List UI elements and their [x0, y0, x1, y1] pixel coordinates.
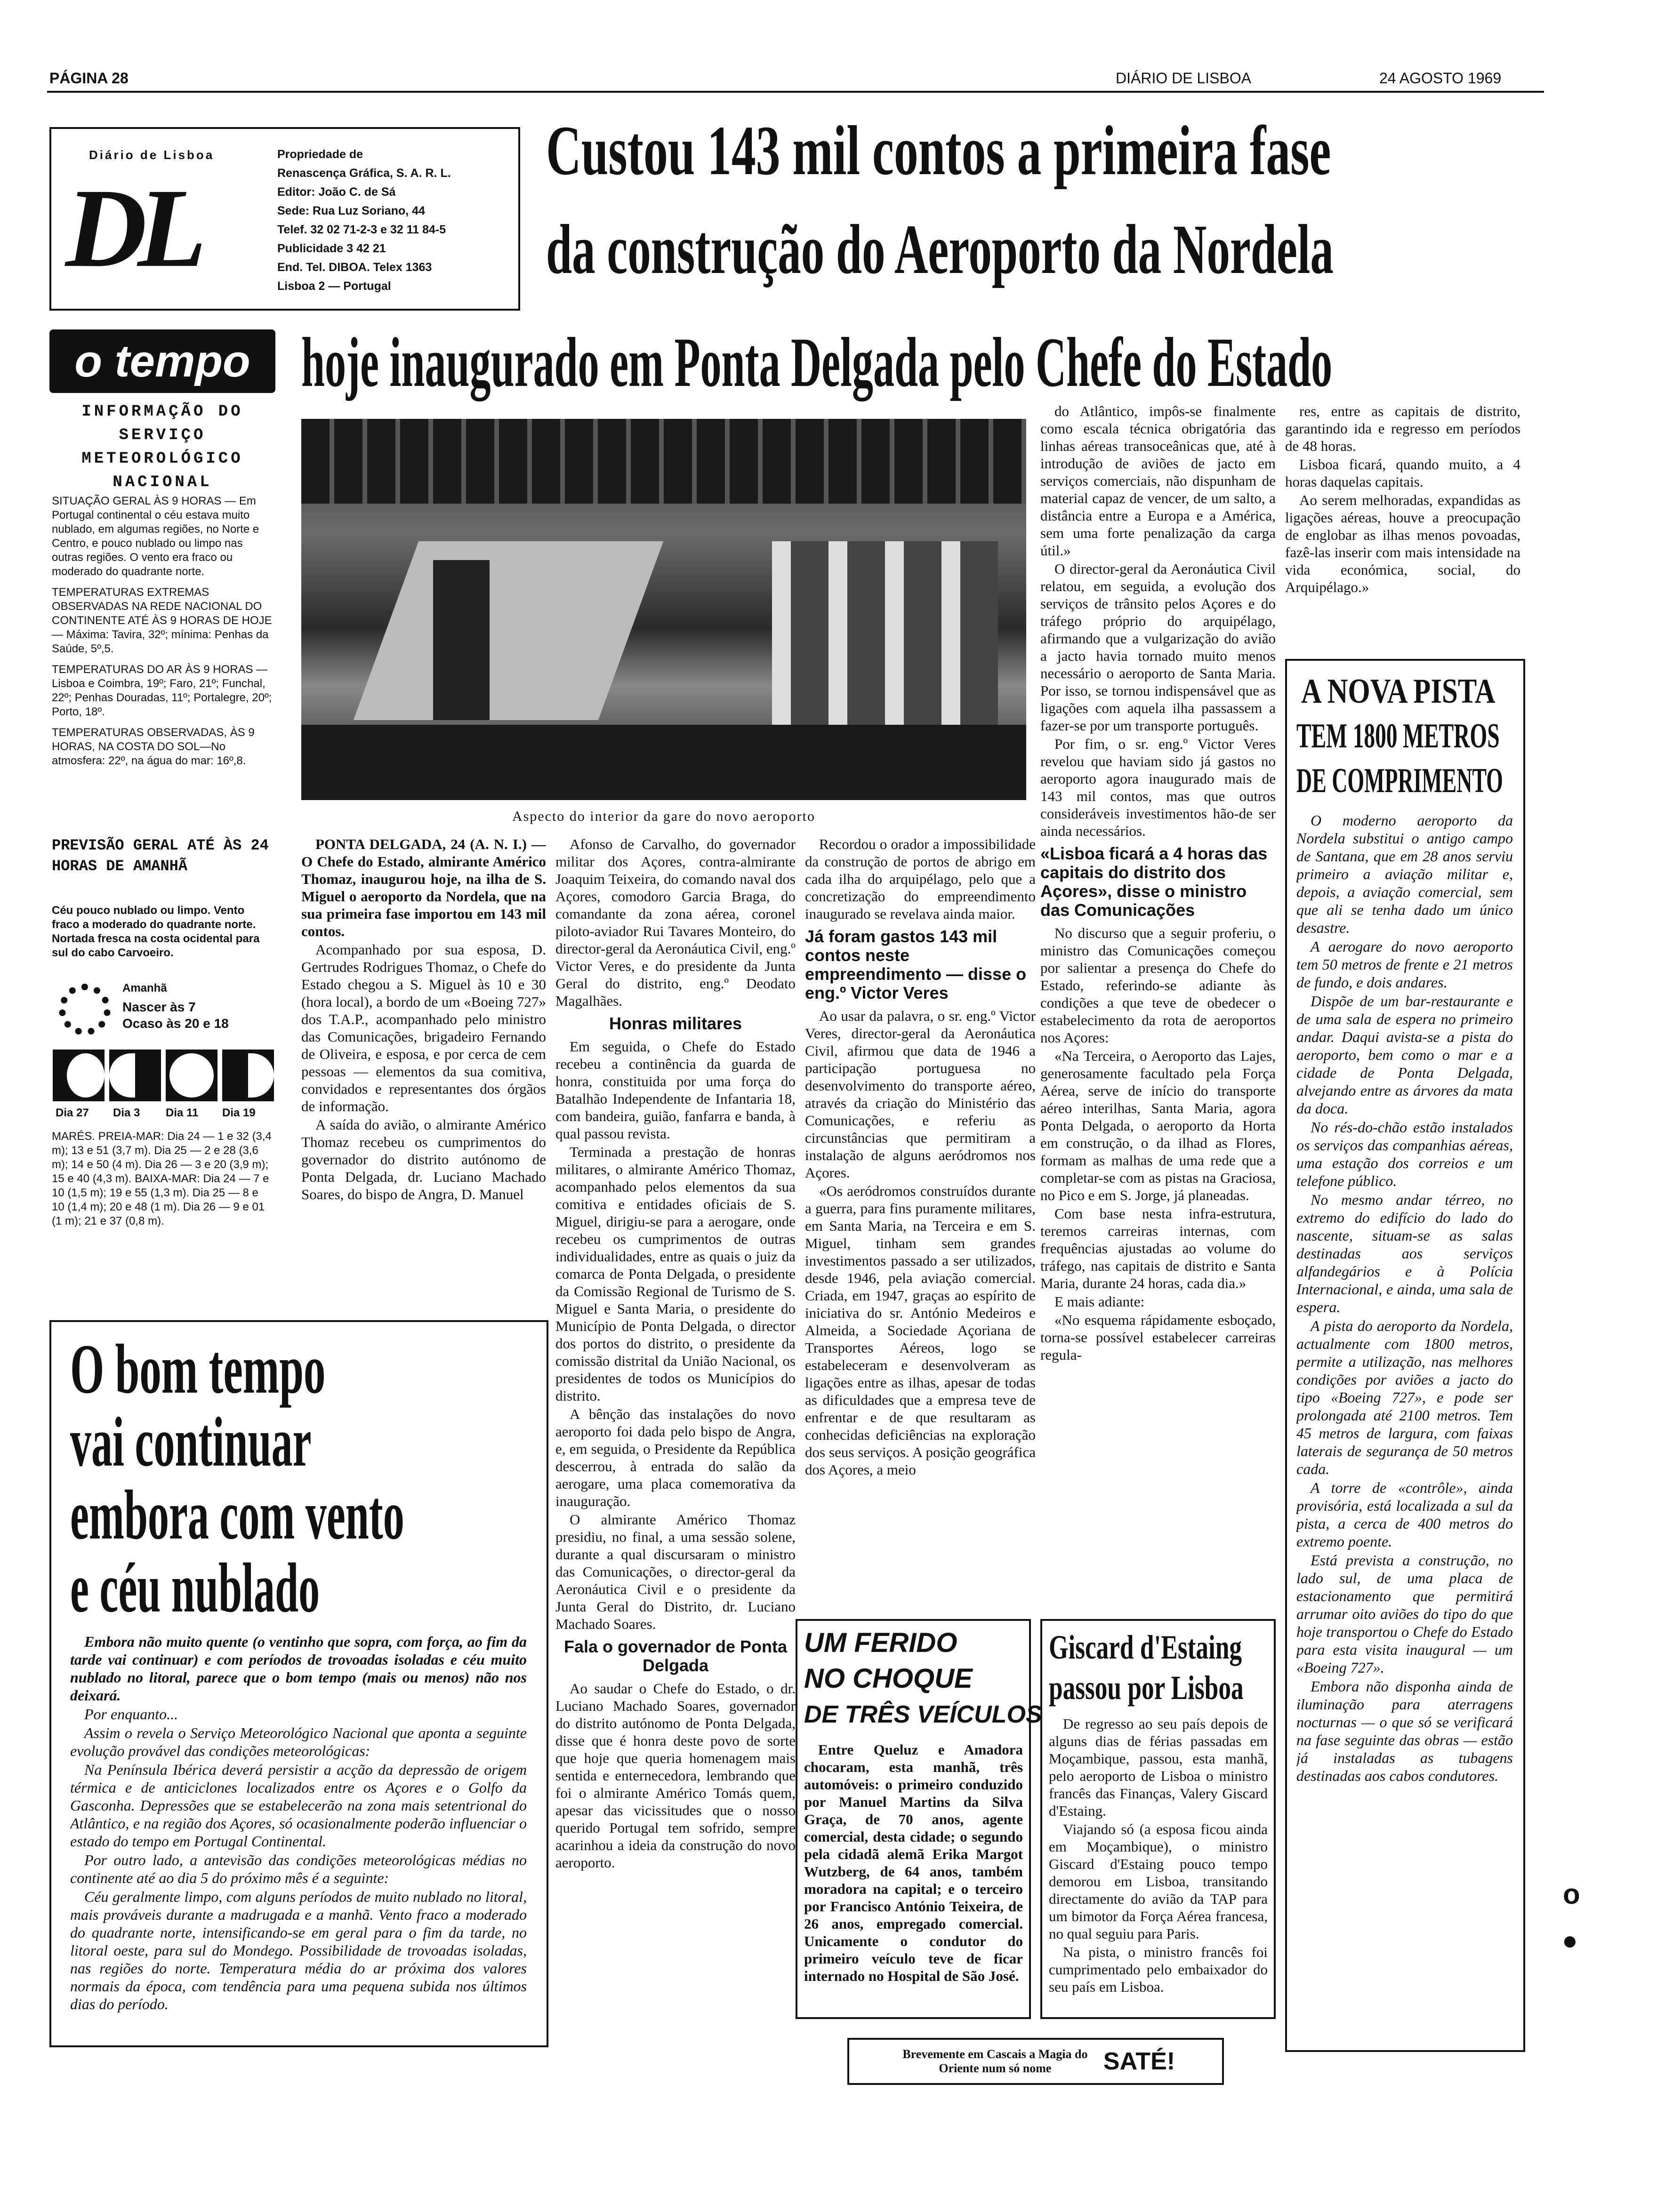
article-paragraph: Ao saudar o Chefe do Estado, o dr. Luciano Machado Soares, governador do distrito autónomo de Ponta Delgada, disse que é honra deste povo de sorte que hoje que queria homenagem mais sentida e enternecedora, lembrando que foi o almirante Américo Tomás quem, apesar das vicissitudes que o nosso querido Portugal tem sofrido, sempre acarinhou a ideia da construção do novo aeroporto.: [555, 1680, 796, 1871]
article-col-4: [1040, 402, 1276, 1664]
bom-tempo-box: [49, 1320, 548, 2047]
imprint-line: Publicidade 3 42 21: [277, 242, 386, 255]
pista-paragraph: A torre de «contrôle», ainda provisória, está localizada a sul da pista, a cerca de 400 metros do extremo poente.: [1296, 1479, 1513, 1550]
article-paragraph: Terminada a prestação de honras militares, o almirante Américo Thomaz, acompanhado pelos elementos da sua comitiva e entidades oficiais de S. Miguel, dirigiu-se para a aerogare, onde recebeu os cumprimentos de outras individualidades, entre as quais o juiz da comarca de Ponta Delgada, o presidente da Comissão Regional de Turismo de S. Miguel e Santa Maria, o presidente do Município de Ponta Delgada, o director dos portos do distrito, o presidente da comissão distrital da União Nacional, os presidentes de todos os Municípios do distrito.: [555, 1144, 796, 1404]
moon-date: Dia 19: [222, 1106, 256, 1119]
article-paragraph: O almirante Américo Thomaz presidiu, no final, a uma sessão solene, durante a qual discursaram o ministro das Comunicações, o director-geral da Aeronáutica Civil e o presidente da Junta Geral do Distrito, dr. Luciano Machado Soares.: [555, 1511, 796, 1632]
article-paragraph: Acompanhado por sua esposa, D. Gertrudes Rodrigues Thomaz, o Chefe do Estado chegou a S. Miguel às 10 e 30 (hora local), a bordo de um «Boeing 727» dos T.A.P., acompanhado pelo ministro das Comunicações, brigadeiro Fernando de Oliveira, e esposa, e por cerca de cem pessoas — elementos da sua comitiva, convidados e representantes dos órgãos de informação.: [301, 941, 546, 1114]
pista-headline-3: DE COMPRIMENTO: [1296, 761, 1503, 800]
bom-tempo-paragraph: Na Península Ibérica deverá persistir a acção da depressão de origem térmica e de anticiclones localizados entre os Açores e o Golfo da Gasconha. Depressões que se estabelecerão na zona mais setentrional do Atlântico, e na região dos Açores, só ocasionalmente poderão influenciar o estado do tempo em Portugal Continental.: [70, 1761, 527, 1850]
sate-ad-brand: SATÉ!: [1103, 2048, 1175, 2075]
giscard-paragraph: Na pista, o ministro francês foi cumprimentado pelo embaixador do seu país em Lisboa.: [1049, 1944, 1268, 1995]
article-paragraph: «Os aeródromos construídos durante a guerra, para fins puramente militares, em Santa Maria, na Terceira e em S. Miguel, tinham sem grandes investimentos passado a ser utilizados, desde 1946, pela aviação comercial. Criada, em 1947, graças ao espírito de iniciativa do sr. António Medeiros e Almeida, a Sociedade Açoriana de Transportes Aéreos, logo se estabeleceram e desenvolveram as ligações entre as ilhas, apesar de todas as dificuldades que a empresa teve de enfrentar e de que resultaram as conhecidas deficiências na exploração dos seus serviços. A posição geográfica dos Açores, a meio: [805, 1183, 1036, 1478]
moon-date: Dia 27: [56, 1106, 89, 1119]
page-number: PÁGINA 28: [49, 70, 129, 87]
sate-ad: [847, 2038, 1224, 2085]
moon-date: Dia 3: [113, 1106, 140, 1119]
pista-paragraph: A pista do aeroporto da Nordela, actualmente com 1800 metros, permite a utilização, nas melhores condições por aviões a jacto do tipo «Boeing 727», e pode ser prolongada até 2100 metros. Tem 45 metros de largura, com faixas laterais de segurança de 50 metros cada.: [1296, 1317, 1513, 1477]
ferido-headline-3: DE TRÊS VEÍCULOS: [804, 1701, 1042, 1728]
article-col-2: [555, 835, 796, 2021]
article-paragraph: Ao serem melhoradas, expandidas as ligações aéreas, houve a preocupação de englobar as ilhas menos povoadas, fazê-las inserir com mais intensidade na vida económica, social, do Arquipélago.»: [1285, 492, 1520, 595]
article-paragraph: Recordou o orador a impossibilidade da construção de portos de abrigo em cada ilha do arquipélago, pelo que a concretização do empreendimento inaugurado se revelava ainda maior.: [805, 836, 1036, 922]
bom-tempo-text: [70, 1633, 527, 2037]
imprint-line: End. Tel. DIBOA. Telex 1363: [277, 261, 432, 274]
nascer: Nascer às 7: [122, 1000, 196, 1014]
moon-phase-icon: [53, 1050, 105, 1101]
masthead-rule: [47, 91, 1544, 93]
subhead-governador: Fala o governador de Ponta Delgada: [563, 1637, 788, 1675]
pista-headline-2: TEM 1800 METROS: [1296, 717, 1500, 755]
margin-mark: ●: [1562, 1925, 1578, 1955]
article-col-5: [1285, 402, 1520, 647]
issue-date: 24 AGOSTO 1969: [1379, 70, 1502, 87]
photo-caption: Aspecto do interior da gare do novo aeroporto: [512, 809, 815, 824]
previsao-text: Céu pouco nublado ou limpo. Vento fraco a moderado do quadrante norte. Nortada fresca na costa ocidental para sul do cabo Carvoeiro.: [52, 904, 260, 959]
article-paragraph: A bênção das instalações do novo aeroporto foi dada pelo bispo de Angra, e, em seguida, o Presidente da República descerrou, à entrada do salão da aerogare, uma placa comemorativa da inauguração.: [555, 1406, 796, 1509]
tempo-logo: [49, 329, 275, 393]
article-paragraph: «Na Terceira, o Aeroporto das Lajes, generosamente facultado pela Força Aérea, serve de início do transporte aéreo interilhas, Santa Maria, agora Ponta Delgada, o aeroporto da Horta em construção, o da ilhad as Flores, formam as malhas de uma rede que a completar-se com as pistas na Graciosa, no Pico e em S. Jorge, já planeadas.: [1040, 1048, 1276, 1203]
headline-line-3: hoje inaugurado em Ponta Delgada pelo Chefe do Estado: [301, 323, 1333, 401]
paper-name: DIÁRIO DE LISBOA: [1116, 70, 1252, 87]
article-paragraph: do Atlântico, impôs-se finalmente como escala técnica obrigatória das linhas aéreas transoceânicas que, até à introdução de aviões de jacto em serviços comerciais, não dispunham de material capaz de vencer, de um salto, a distância entre a Europa e a América, sem uma forte penalização da carga útil.»: [1040, 403, 1276, 559]
pista-paragraph: Embora não disponha ainda de iluminação para aterragens nocturnas — o que só se verificará na fase seguinte das obras — estão já instaladas as tubagens destinadas aos cabos condutores.: [1296, 1678, 1513, 1784]
subhead-gastos: Já foram gastos 143 mil contos neste empreendimento — disse o eng.º Victor Veres: [805, 927, 1027, 1002]
imprint-line: Editor: João C. de Sá: [277, 185, 396, 199]
sate-ad-text: Brevemente em Cascais a Magia do Oriente num só nome: [902, 2047, 1088, 2075]
pista-headline-1: A NOVA PISTA: [1301, 672, 1496, 711]
article-paragraph: E mais adiante:: [1054, 1293, 1145, 1310]
article-paragraph: Ao usar da palavra, o sr. eng.º Victor Veres, director-geral da Aeronáutica Civil, afirmou que data de 1946 a participação portuguesa no desenvolvimento do transporte aéreo, através da criação do Ministério das Comunicações, e referiu as circunstâncias que permitiram a instalação de alguns aeródromos nos Açores.: [805, 1008, 1036, 1181]
weather-block: [52, 494, 273, 768]
moon-phase-icon: [222, 1050, 274, 1101]
giscard-box: [1040, 1619, 1276, 2019]
bom-tempo-headline-4: e céu nublado: [70, 1549, 320, 1627]
pista-paragraph: A aerogare do novo aeroporto tem 50 metros de frente e 21 metros de fundo, e dois andares.: [1296, 938, 1513, 991]
bom-tempo-paragraph: Assim o revela o Serviço Meteorológico Nacional que aponta a seguinte evolução provável das condições meteorológicas:: [70, 1724, 527, 1759]
bom-tempo-headline-3: embora com vento: [70, 1476, 404, 1554]
bom-tempo-paragraph: Céu geralmente limpo, com alguns períodos de muito nublado no litoral, mais prováveis durante a madrugada e a manhã. Vento fraco a moderado do quadrante norte, intensificando-se em geral para o fim da tarde, no litoral oeste, para sul do Mondego. Possibilidade de trovoadas isoladas, nas regiões do norte. Temperatura média do ar próxima dos valores normais da época, com tendência para uma pequena subida nos últimos dias do período.: [70, 1888, 527, 2012]
pista-paragraph: O moderno aeroporto da Nordela substitui o antigo campo de Santana, que em 28 anos serviu primeiro a aviação militar e, depois, a aviação comercial, sem que ali se tenha dado um único desastre.: [1296, 812, 1513, 936]
giscard-headline-1: Giscard d'Estaing: [1049, 1628, 1242, 1666]
pista-paragraph: No mesmo andar térreo, no extremo do edifício do lado do nascente, situam-se as salas destinadas aos serviços alfandegários e à Polícia Internacional, e ainda, uma sala de espera.: [1296, 1191, 1513, 1315]
weather-situacao: SITUAÇÃO GERAL ÀS 9 HORAS — Em Portugal continental o céu estava muito nublado, em algumas regiões, no Norte e Centro, e pouco nublado ou limpo nas outras regiões. O vento era fraco ou moderado do quadrante norte.: [52, 495, 259, 578]
imprint-box: [49, 127, 520, 311]
article-col-3: [805, 835, 1036, 1683]
article-col-1: [301, 835, 546, 1315]
mares-text: MARÉS. PREIA-MAR: Dia 24 — 1 e 32 (3,4 m); 13 e 51 (3,7 m). Dia 25 — 2 e 28 (3,6 m); 14 e 50 (4 m). Dia 26 — 3 e 20 (3,9 m); 15 e 40 (4,3 m). BAIXA-MAR: Dia 24 — 7 e 10 (1,5 m); 19 e 55 (1,3 m). Dia 25 — 8 e 10 (1,4 m); 20 e 48 (1 m). Dia 26 — 9 e 01 (1 m); 21 e 37 (0,8 m).: [52, 1130, 272, 1227]
pista-box: [1285, 659, 1525, 2052]
bom-tempo-headline-1: O bom tempo: [70, 1330, 326, 1408]
imprint-lines: [277, 145, 517, 296]
giscard-paragraph: Viajando só (a esposa ficou ainda em Moçambique), o ministro Giscard d'Estaing pouco tempo demorou em Lisboa, transitando directamente do avião da TAP para um bimotor da Força Aérea francesa, no qual seguiu para Paris.: [1049, 1821, 1268, 1942]
moon-phase-icon: [109, 1050, 161, 1101]
headline-line-1: Custou 143 mil contos a primeira fase: [546, 112, 1331, 190]
imprint-label: Diário de Lisboa: [89, 148, 215, 162]
subhead-lisboa: «Lisboa ficará a 4 horas das capitais do distrito dos Açores», disse o ministro das Comunicações: [1040, 844, 1268, 920]
margin-mark: o: [1563, 1878, 1580, 1910]
bom-tempo-headline-2: vai continuar: [70, 1403, 312, 1481]
dl-logo: DL: [65, 165, 197, 290]
amanha-label: Amanhã: [122, 982, 167, 994]
article-paragraph: Por fim, o sr. eng.º Victor Veres revelou que haviam sido já gastos no aeroporto agora inaugurado mais de 143 mil contos, mas que outros consideráveis investimentos hão-de ser ainda necessários.: [1040, 736, 1276, 839]
imprint-line: Sede: Rua Luz Soriano, 44: [277, 204, 425, 217]
bom-tempo-paragraph: Por outro lado, a antevisão das condições meteorológicas médias no continente até ao dia 5 do próximo mês é a seguinte:: [70, 1851, 527, 1886]
article-paragraph: Lisboa ficará, quando muito, a 4 horas daquelas capitais.: [1285, 456, 1520, 490]
weather-costa: TEMPERATURAS OBSERVADAS, ÀS 9 HORAS, NA COSTA DO SOL—No atmosfera: 22º, na água do mar: 16º,8.: [52, 726, 255, 767]
pista-paragraph: Está prevista a construção, no lado sul, de uma placa de estacionamento que permitirá arrumar oito aviões do tipo do que hoje transportou o Chefe do Estado para esta visita inaugural — um «Boeing 727».: [1296, 1552, 1513, 1676]
article-paragraph: No discurso que a seguir proferiu, o ministro das Comunicações começou por salientar a presença do Chefe do Estado, referindo-se adiante às condições a que teve de obedecer o estabelecimento da rota de aeroportos nos Açores:: [1040, 925, 1276, 1046]
article-paragraph: Com base nesta infra-estrutura, teremos carreiras internas, com frequências ajustadas ao volume do tráfego, nas capitais de distrito e Santa Maria, durante 24 horas, cada dia.»: [1040, 1205, 1276, 1291]
article-paragraph: res, entre as capitais de distrito, garantindo ida e regresso em períodos de 48 horas.: [1285, 403, 1520, 454]
bom-tempo-lead: Embora não muito quente (o ventinho que sopra, com força, ao fim da tarde vai continuar) e com períodos de trovoadas isoladas e céu muito nublado no litoral, parece que o bom tempo (mais ou menos) não nos deixará.: [70, 1633, 527, 1704]
headline-line-2: da construção do Aeroporto da Nordela: [546, 210, 1334, 289]
ferido-box: [796, 1619, 1042, 2019]
previsao-title: PREVISÃO GERAL ATÉ ÀS 24 HORAS DE AMANHÃ: [52, 837, 269, 875]
subhead-honras: Honras militares: [609, 1014, 742, 1033]
moon-date: Dia 11: [166, 1106, 199, 1119]
ferido-text: [804, 1741, 1023, 2014]
giscard-paragraph: De regresso ao seu país depois de alguns dias de férias passadas em Moçambique, passou, esta manhã, pelo aeroporto de Lisboa o ministro francês das Finanças, Valery Giscard d'Estaing.: [1049, 1715, 1268, 1819]
ferido-paragraph: Entre Queluz e Amadora chocaram, esta manhã, três automóveis: o primeiro conduzido por Manuel Martins da Silva Graça, de 70 anos, agente comercial, desta cidade; o segundo pela cidadã alemã Erika Margot Wutzberg, de 64 anos, também moradora na capital; e o terceiro por Francisco António Teixeira, de 26 anos, empregado comercial. Unicamente o condutor do primeiro veículo teve de ficar internado no Hospital de São José.: [804, 1741, 1023, 1984]
article-paragraph: Afonso de Carvalho, do governador militar dos Açores, contra-almirante Joaquim Teixeira, do comando naval dos Açores, comodoro Garcia Braga, do comandante da zona aérea, coronel piloto-aviador Rui Tavares Monteiro, do director-geral da Aeronáutica Civil, eng.º Victor Veres, e do presidente da Junta Geral do distrito, eng.º Deodato Magalhães.: [555, 836, 796, 1009]
giscard-headline-2: passou por Lisboa: [1049, 1669, 1244, 1707]
article-paragraph: Em seguida, o Chefe do Estado recebeu a continência da guarda de honra, constituida por uma força do Batalhão Independente de Infantaria 18, com bandeira, guião, fanfarra e banda, à qual passou revista.: [555, 1038, 796, 1142]
article-paragraph: A saída do avião, o almirante Américo Thomaz recebeu os cumprimentos do governador do distrito autónomo de Ponta Delgada, dr. Luciano Machado Soares, do bispo de Angra, D. Manuel: [301, 1116, 546, 1202]
weather-service-title: INFORMAÇÃO DO SERVIÇO METEOROLÓGICO NACIONAL: [81, 403, 243, 491]
weather-ar: TEMPERATURAS DO AR ÀS 9 HORAS — Lisboa e Coimbra, 19º; Faro, 21º; Funchal, 22º; Penhas Douradas, 11º; Portalegre, 20º; Porto, 18º.: [52, 663, 272, 718]
weather-extremas: TEMPERATURAS EXTREMAS OBSERVADAS NA REDE NACIONAL DO CONTINENTE ATÉ ÀS 9 HORAS DE HOJE — Máxima: Tavira, 32º; mínima: Penhas da Saúde, 5º,5.: [52, 586, 272, 655]
airport-photo: [301, 419, 1026, 800]
ocaso: Ocaso às 20 e 18: [122, 1016, 229, 1031]
imprint-line: Lisboa 2 — Portugal: [277, 280, 391, 293]
sun-icon: [59, 984, 111, 1035]
article-paragraph: PONTA DELGADA, 24 (A. N. I.) — O Chefe do Estado, almirante Américo Thomaz, inaugurou hoje, na ilha de S. Miguel o aeroporto da Nordela, que na sua primeira fase importou em 143 mil contos.: [301, 836, 546, 939]
pista-text: [1296, 811, 1513, 2040]
imprint-line: Propriedade de: [277, 148, 363, 161]
imprint-line: Telef. 32 02 71-2-3 e 32 11 84-5: [277, 223, 446, 236]
giscard-text: [1049, 1715, 1268, 2012]
pista-paragraph: Dispõe de um bar-restaurante e de uma sala de espera no primeiro andar. Daqui avista-se a pista do aeroporto, bem como o mar e a cidade de Ponta Delgada, alvejando entre as árvores da mata da doca.: [1296, 993, 1513, 1117]
article-paragraph: O director-geral da Aeronáutica Civil relatou, em seguida, a evolução dos serviços de trânsito pelos Açores e do tráfego próprio do arquipélago, afirmando que a vulgarização do avião a jacto havia tornado muito menos necessário o aeroporto de Santa Maria. Por isso, se tornou indispensável que as ligações com aquela ilha passassem a fazer-se por um transporte português.: [1040, 561, 1276, 734]
imprint-line: Renascença Gráfica, S. A. R. L.: [277, 167, 451, 180]
article-paragraph: «No esquema rápidamente esboçado, torna-se possível estabelecer carreiras regula-: [1040, 1312, 1276, 1363]
tempo-logo-text: o tempo: [74, 336, 250, 386]
pista-paragraph: No rés-do-chão estão instalados os serviços das companhias aéreas, uma estação dos correios e um telefone público.: [1296, 1119, 1513, 1189]
ferido-headline-1: UM FERIDO: [804, 1627, 957, 1658]
bom-tempo-paragraph: Por enquanto...: [84, 1706, 178, 1723]
ferido-headline-2: NO CHOQUE: [804, 1663, 973, 1694]
moon-phase-icon: [166, 1050, 217, 1101]
